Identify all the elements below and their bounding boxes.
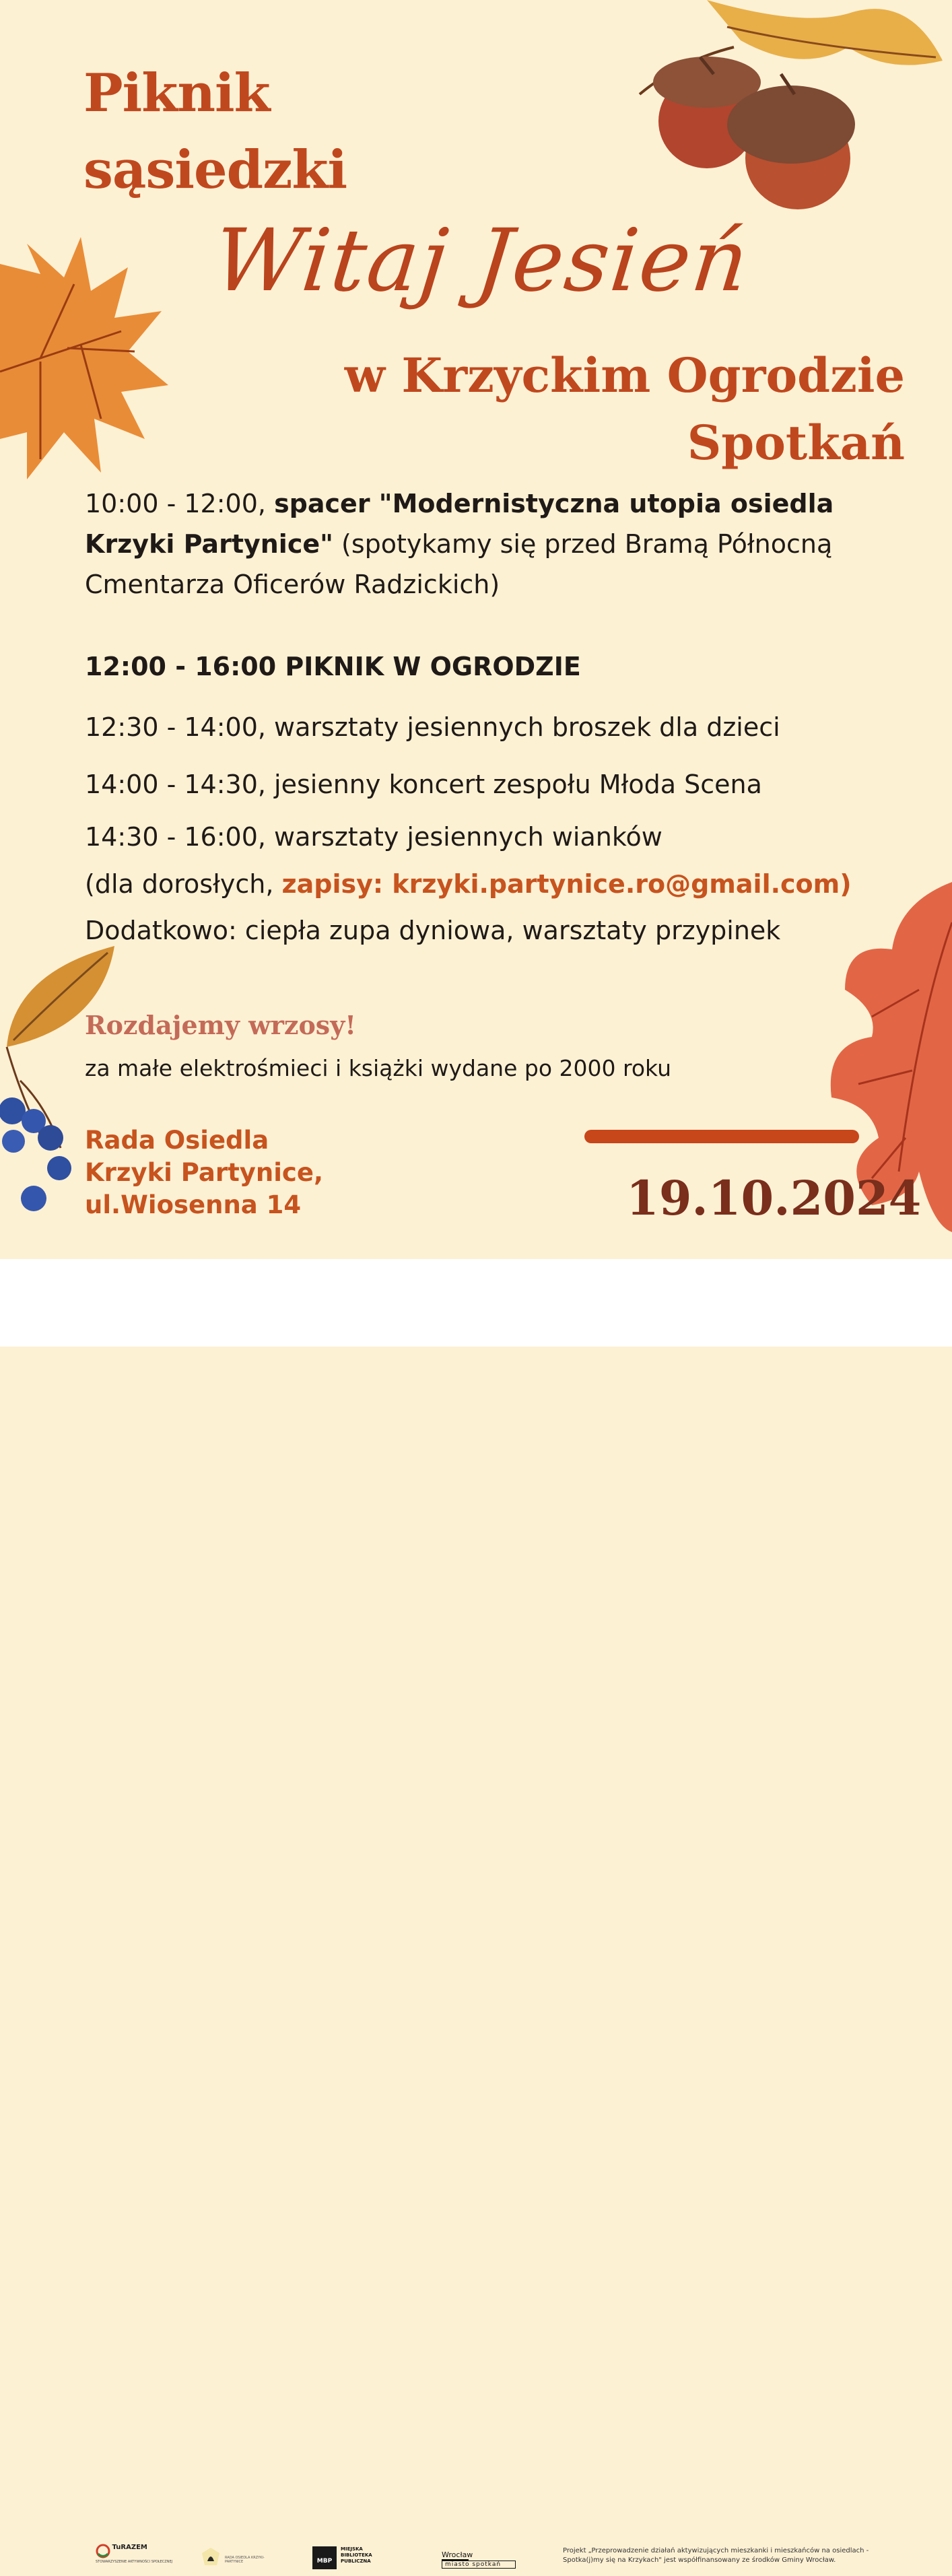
funding-note: Projekt „Przeprowadzenie działań aktywizujących mieszkanki i mieszkańców na osiedlach - Spotka(j)my się na Krzykach" jest współfinansowany ze środków Gminy Wrocław. xyxy=(563,2547,869,2564)
schedule-item-wreaths: 14:30 - 16:00, warsztaty jesiennych wianków xyxy=(85,822,662,852)
walk-note: (spotykamy się przed Bramą Północną Cmentarza Oficerów Radzickich) xyxy=(85,529,833,599)
title-subtitle xyxy=(345,342,905,477)
schedule-item-brooches: 12:30 - 14:00, warsztaty jesiennych broszek dla dzieci xyxy=(85,712,780,742)
walk-title: spacer "Modernistyczna utopia osiedla Krzyki Partynice" xyxy=(85,489,834,559)
logo-mbp xyxy=(312,2546,372,2569)
schedule-item-wreaths-note xyxy=(85,869,852,899)
logo-wroclaw: Wrocław miasto spotkań xyxy=(442,2550,516,2569)
title-spotkan: Spotkań xyxy=(687,415,905,471)
organizer-line3: ul.Wiosenna 14 xyxy=(85,1190,302,1219)
footer xyxy=(0,1259,952,2568)
schedule-walk xyxy=(85,483,893,605)
title-piknik: Piknik xyxy=(83,63,270,124)
picnic-header: 12:00 - 16:00 PIKNIK W OGRODZIE xyxy=(85,652,581,681)
giveaway-text: za małe elektrośmieci i książki wydane po 2000 roku xyxy=(85,1055,672,1081)
title-witaj-jesien: Witaj Jesień xyxy=(209,211,755,311)
logo-rada-osiedla: RADA OSIEDLA KRZYKI-PARTYNICE xyxy=(201,2546,221,2568)
signup-email[interactable]: zapisy: krzyki.partynice.ro@gmail.com) xyxy=(281,869,852,899)
mbp-text: MIEJSKA BIBLIOTEKA PUBLICZNA xyxy=(341,2546,372,2564)
turazem-icon xyxy=(96,2544,110,2558)
giveaway-title: Rozdajemy wrzosy! xyxy=(85,1010,356,1040)
title-block xyxy=(83,55,347,209)
schedule-item-concert: 14:00 - 14:30, jesienny koncert zespołu Młoda Scena xyxy=(85,770,762,799)
event-date: 19.10.2024 xyxy=(626,1170,922,1226)
poster xyxy=(0,0,952,1259)
organizer-line1: Rada Osiedla xyxy=(85,1126,269,1155)
title-sasiedzki: sąsiedzki xyxy=(83,139,347,201)
mbp-mark: MBP xyxy=(312,2546,337,2569)
organizer-line2: Krzyki Partynice, xyxy=(85,1158,323,1187)
maple-leaf-illustration xyxy=(0,237,168,493)
organizer-address xyxy=(85,1124,323,1221)
logo-turazem: TuRAZEM STOWARZYSZENIE AKTYWNOŚCI SPOŁECZNEJ xyxy=(96,2544,173,2564)
wreaths-note-text: (dla dorosłych, xyxy=(85,869,282,899)
walk-time: 10:00 - 12:00, xyxy=(85,489,275,518)
date-divider xyxy=(584,1130,859,1143)
title-krzyckim-ogrodzie: w Krzyckim Ogrodzie xyxy=(344,347,905,403)
schedule-extra: Dodatkowo: ciepła zupa dyniowa, warsztaty przypinek xyxy=(85,916,781,945)
acorns-illustration xyxy=(626,0,952,222)
rada-osiedla-icon xyxy=(201,2546,221,2567)
